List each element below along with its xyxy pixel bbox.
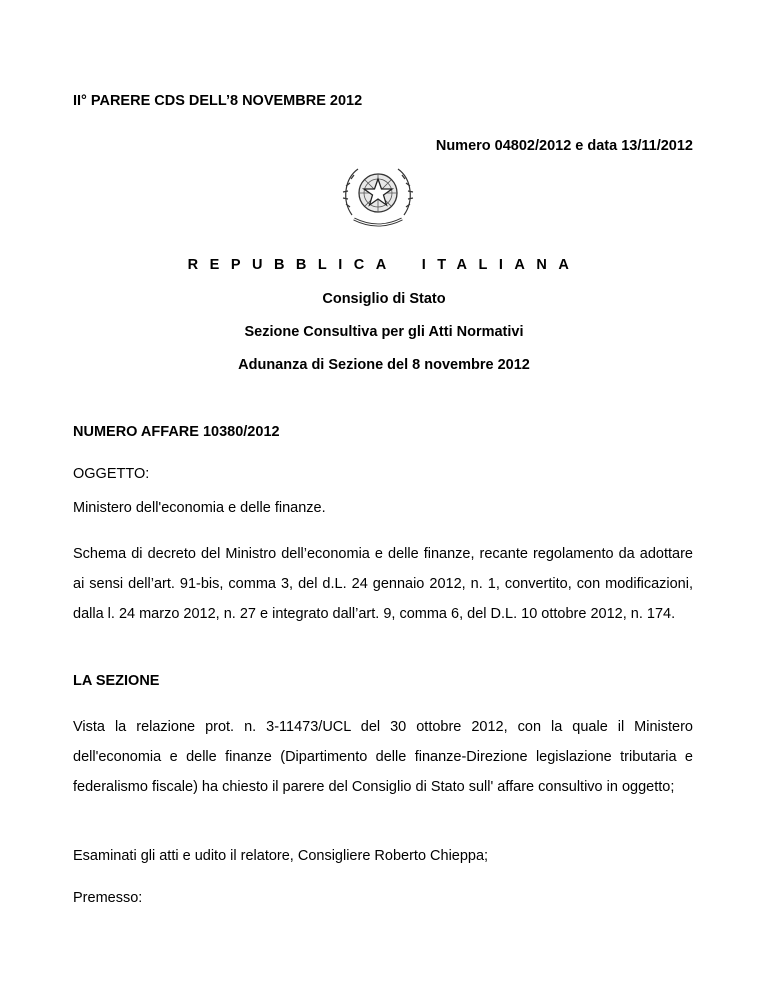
oggetto-schema-paragraph: Schema di decreto del Ministro dell’economia e delle finanze, recante regolamento da adottare ai sensi dell’art. 91-bis, comma 3, del d.L. 24 gennaio 2012, n. 1, convertito, con modificazioni, dalla l. 24 marzo 2012, n. 27 e integrato dall’art. 9, comma 6, del D.L. 10 ottobre 2012, n. 174. xyxy=(73,546,693,622)
italian-republic-emblem-icon xyxy=(338,157,418,237)
document-number: Numero 04802/2012 e data 13/11/2012 xyxy=(435,138,693,154)
italiana-word: ITALIANA xyxy=(421,257,581,273)
vista-paragraph: Vista la relazione prot. n. 3-11473/UCL del 30 ottobre 2012, con la quale il Ministero dell'economia e delle finanze (Dipartimento delle finanze-Direzione legislazione tributaria e federalismo fiscale) ha chiesto il parere del Consiglio di Stato sull' affare consultivo in oggetto; xyxy=(73,719,693,795)
numero-affare: NUMERO AFFARE 10380/2012 xyxy=(73,424,280,440)
sezione-consultiva: Sezione Consultiva per gli Atti Normativi xyxy=(244,324,524,340)
oggetto-label: OGGETTO: xyxy=(73,466,150,482)
document-title: II° PARERE CDS DELL’8 NOVEMBRE 2012 xyxy=(73,93,363,109)
premesso-label: Premesso: xyxy=(73,890,143,906)
oggetto-ministero: Ministero dell'economia e delle finanze. xyxy=(73,500,326,516)
repubblica-italiana-heading xyxy=(0,257,768,273)
repubblica-word: REPUBBLICA xyxy=(187,257,398,273)
esaminati-paragraph: Esaminati gli atti e udito il relatore, Consigliere Roberto Chieppa; xyxy=(73,848,489,864)
la-sezione-heading: LA SEZIONE xyxy=(73,673,160,689)
consiglio-di-stato: Consiglio di Stato xyxy=(322,291,446,307)
adunanza: Adunanza di Sezione del 8 novembre 2012 xyxy=(238,357,530,373)
